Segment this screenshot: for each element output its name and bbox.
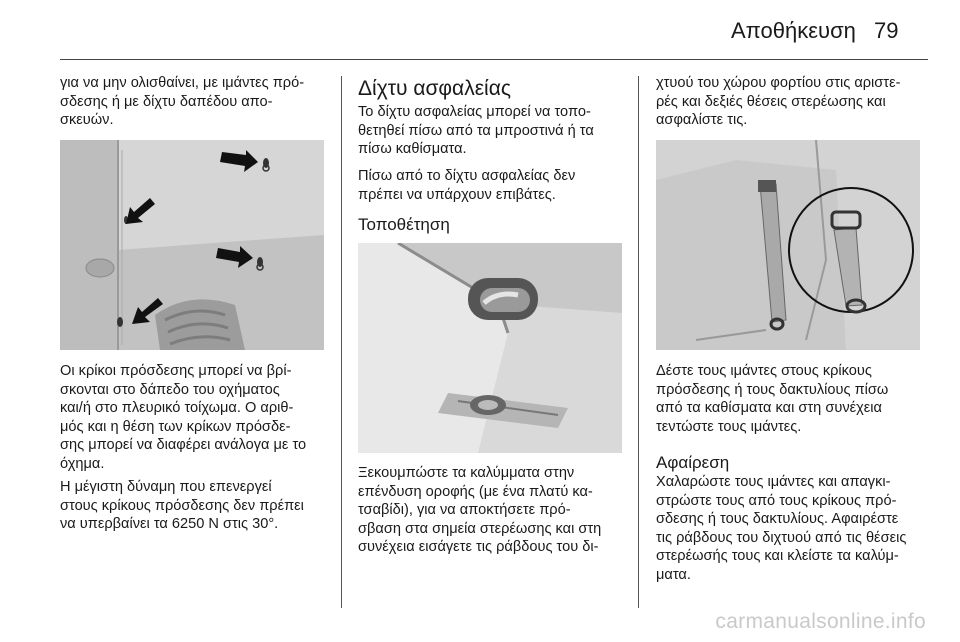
footer-watermark: carmanualsonline.info [715, 610, 926, 633]
col1-para-top: για να μην ολισθαίνει, με ιμάντες πρό- σδεσης ή με δίχτυ δαπέδου απο- σκευών. [60, 75, 305, 129]
col3-para-cont: χτυού του χώρου φορτίου στις αριστε- ρές και δεξιές θέσεις στερέωσης και ασφαλίστε τις. [656, 75, 901, 129]
col3-para-straps: Δέστε τους ιμάντες στους κρίκους πρόσδεσης ή τους δακτυλίους πίσω από τα καθίσματα και στη συνέχεια τεντώστε τους ιμάντες. [656, 363, 889, 435]
col3-subsection [656, 452, 931, 474]
subheading-installation: Τοποθέτηση [358, 215, 450, 234]
column-divider-right [638, 76, 639, 608]
subheading-removal: Αφαίρεση [656, 453, 730, 472]
col2-section [358, 76, 630, 102]
col1-para-rings: Οι κρίκοι πρόσδεσης μπορεί να βρί- σκονται στο δάπεδο του οχήματος και/ή στο πλευρικό τοίχωμα. Ο αριθ- μός και η θέση των κρίκων πρόσδε- σης μπορεί να διαφέρει ανάλογα με το όχημα. [60, 363, 307, 472]
col2-para-intro: Το δίχτυ ασφαλείας μπορεί να τοπο- θετηθεί πίσω από τα μπροστινά ή τα πίσω καθίσματα. [358, 104, 594, 158]
figure-lashing-eyes [60, 140, 324, 350]
column-divider-left [341, 76, 342, 608]
section-heading-safety-net: Δίχτυ ασφαλείας [358, 77, 511, 100]
figure-strap-ring [656, 140, 920, 350]
running-header-title: Αποθήκευση [731, 18, 856, 43]
col2-para-warning: Πίσω από το δίχτυ ασφαλείας δεν πρέπει να υπάρχουν επιβάτες. [358, 168, 576, 203]
figure-net-mount-point [358, 243, 622, 453]
col3-para-remove: Χαλαρώστε τους ιμάντες και απαγκι- στρώστε τους από τους κρίκους πρό- σδεσης ή τους δακτυλίους. Αφαιρέστε τις ράβδους του διχτυού από τις θέσεις στερέωσής τους και κλείστε τα καλύμ- ματα. [656, 474, 907, 583]
page-number: 79 [874, 18, 899, 43]
col1-para-force: Η μέγιστη δύναμη που επενεργεί στους κρίκους πρόσδεσης δεν πρέπει να υπερβαίνει τα 6250 N στις 30°. [60, 479, 304, 533]
col2-subsection [358, 214, 630, 236]
header-rule [60, 59, 928, 60]
col2-para-install: Ξεκουμπώστε τα καλύμματα στην επένδυση οροφής (με ένα πλατύ κα- τσαβίδι), για να αποκτήσετε πρό- σβαση στα σημεία στερέωσης και στη συνέχεια εισάγετε τις ράβδους του δι- [358, 465, 602, 556]
